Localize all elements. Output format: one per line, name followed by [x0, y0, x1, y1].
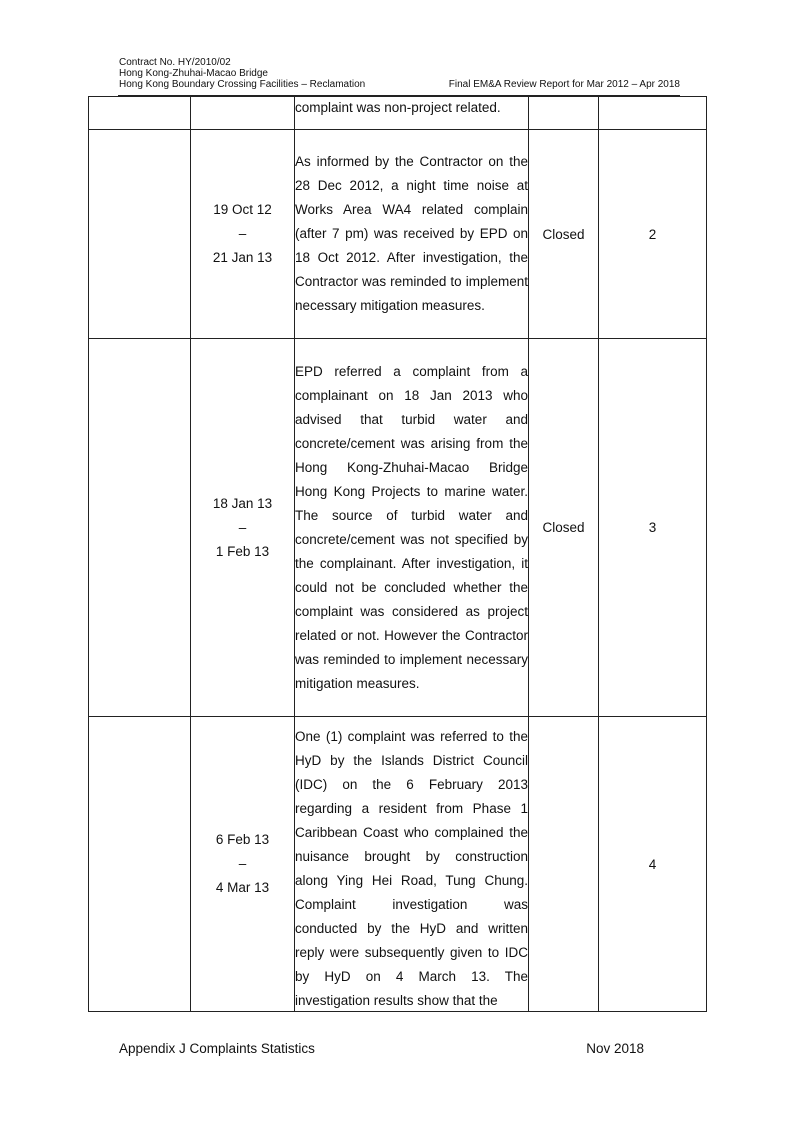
date-start: 19 Oct 12	[213, 202, 272, 217]
report-date: Nov 2018	[586, 1041, 644, 1056]
date-cell	[191, 339, 295, 717]
contract-title: Hong Kong Boundary Crossing Facilities – Reclamation	[119, 79, 366, 90]
status-cell: Closed	[529, 130, 599, 339]
page-footer	[119, 1041, 644, 1056]
table-cell	[529, 97, 599, 130]
table-row	[89, 339, 707, 717]
description-cell	[295, 339, 529, 717]
complaints-table	[88, 96, 707, 1012]
date-cell	[191, 130, 295, 339]
count-cell: 2	[599, 130, 707, 339]
description-wrap	[295, 717, 528, 1011]
project-name: Hong Kong-Zhuhai-Macao Bridge	[119, 68, 268, 79]
page-header	[119, 57, 680, 90]
contract-number: Contract No. HY/2010/02	[119, 57, 231, 68]
complaint-description: complaint was non-project related.	[295, 100, 501, 115]
date-cell	[191, 717, 295, 1012]
complaint-description: As informed by the Contractor on the 28 Dec 2012, a night time noise at Works Area WA4 related complain (after 7 pm) was received by EPD on 18 Oct 2012. After investigation, the Contractor was reminded to implement necessary mitigation measures.	[295, 154, 528, 313]
date-separator: –	[238, 226, 247, 241]
table-cell	[599, 97, 707, 130]
date-end: 21 Jan 13	[212, 250, 273, 265]
table-cell	[89, 130, 191, 339]
table-row	[89, 717, 707, 1012]
header-line	[119, 79, 680, 90]
count-cell: 3	[599, 339, 707, 717]
table-cell	[89, 97, 191, 130]
description-cell	[295, 717, 529, 1012]
appendix-title: Appendix J Complaints Statistics	[119, 1041, 315, 1056]
date-separator: –	[238, 519, 247, 535]
table-cell	[191, 97, 295, 130]
status-cell: Closed	[529, 339, 599, 717]
table-row	[89, 130, 707, 339]
table-cell	[89, 717, 191, 1012]
count-cell: 4	[599, 717, 707, 1012]
table-row	[89, 97, 707, 130]
table-cell	[89, 339, 191, 717]
date-end: 4 Mar 13	[215, 880, 270, 895]
complaint-description: One (1) complaint was referred to the HyD by the Islands District Council (IDC) on the 6 February 2013 regarding a resident from Phase 1 Caribbean Coast who complained the nuisance brought by construction along Ying Hei Road, Tung Chung. Complaint investigation was conducted by the HyD and written reply were subsequently given to IDC by HyD on 4 March 13. The investigation results show that the	[295, 729, 528, 1008]
description-cell	[295, 97, 529, 130]
date-start: 6 Feb 13	[215, 832, 270, 847]
date-separator: –	[238, 856, 247, 871]
complaint-description: EPD referred a complaint from a complainant on 18 Jan 2013 who advised that turbid water and concrete/cement was arising from the Hong Kong-Zhuhai-Macao Bridge Hong Kong Projects to marine water. The source of turbid water and concrete/cement was not specified by the complainant. After investigation, it could not be concluded whether the complaint was considered as project related or not. However the Contractor was reminded to implement necessary mitigation measures.	[295, 363, 528, 691]
status-cell	[529, 717, 599, 1012]
date-start: 18 Jan 13	[212, 495, 273, 511]
date-end: 1 Feb 13	[215, 543, 270, 559]
description-cell	[295, 130, 529, 339]
report-title: Final EM&A Review Report for Mar 2012 – Apr 2018	[448, 79, 680, 90]
